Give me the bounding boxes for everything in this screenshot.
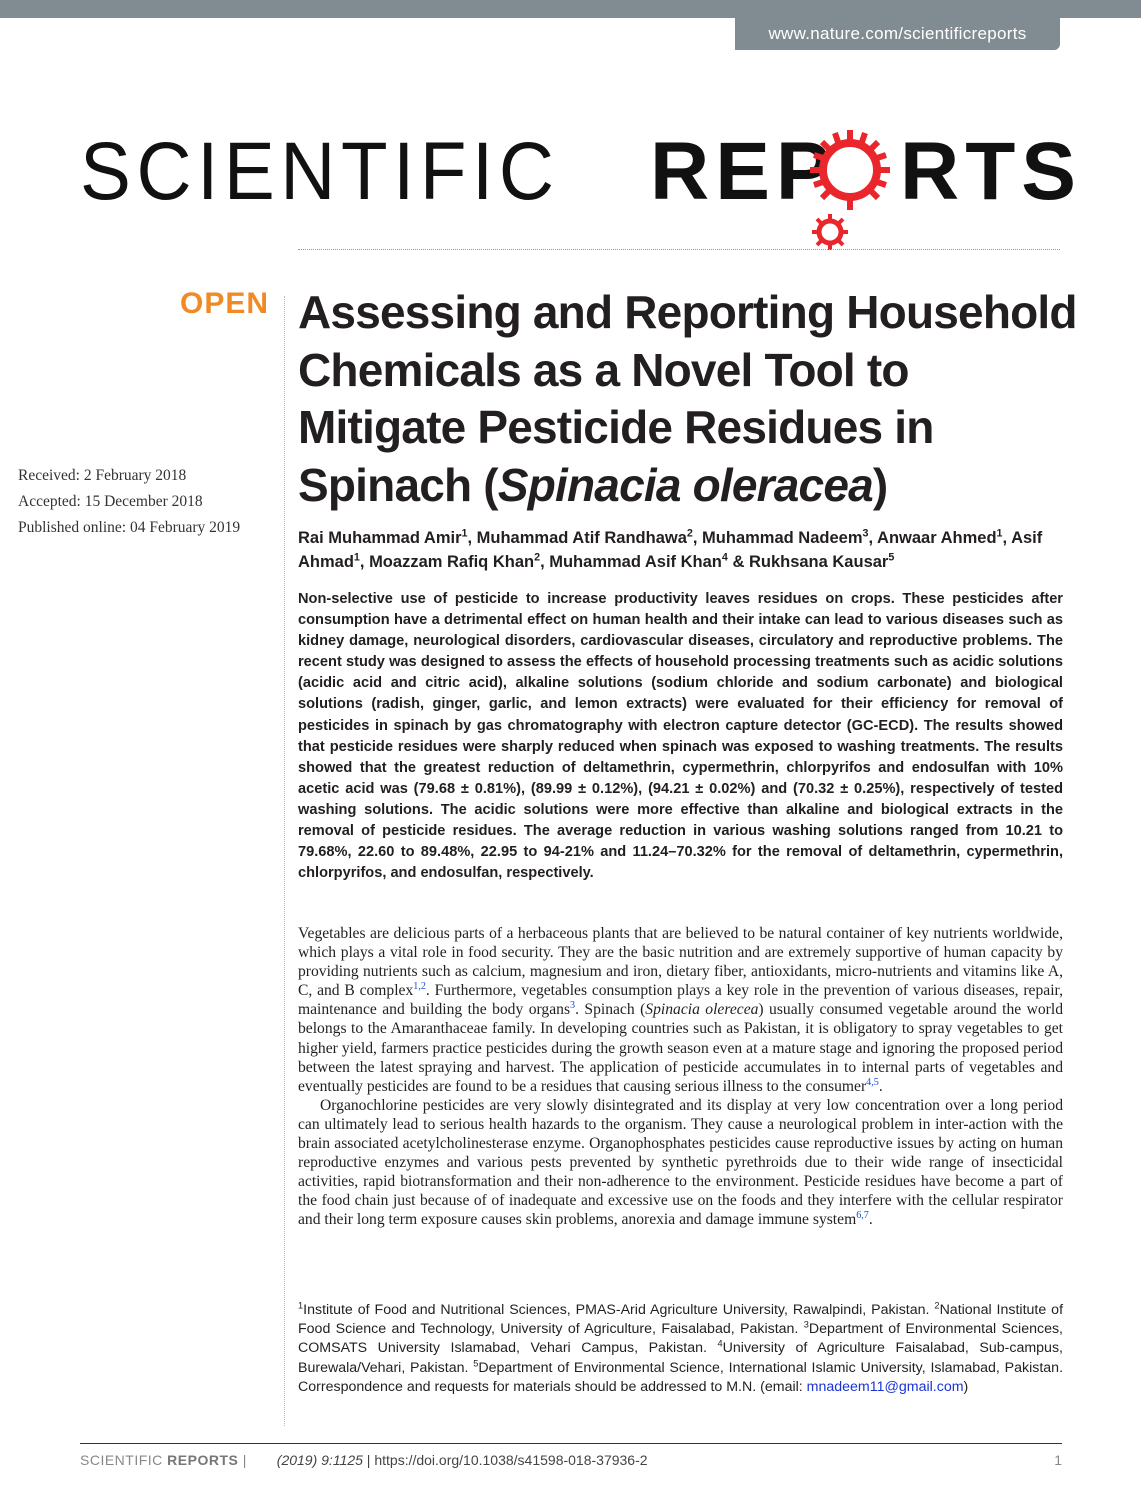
email-link[interactable]: mnadeem11@gmail.com [806,1378,964,1395]
article-dates [18,463,240,541]
body-paragraph: Organochlorine pesticides are very slowly disintegrated and its display at very low concentration over a long period can ultimately lead to serious health hazards to the organism. They cause a neurological problem in inter-action with the brain associated acetylcholinesterase enzyme. Organophosphates pesticides cause reproductive issues by acting on human reproductive enzymes and various pests prevented by synthetic pyrethroids due to their wide range of insecticidal activities, rapid biotransformation and their non-adherence to the environment. Pesticide residues have become a part of the food chain just because of of inadequate and excessive use on the foods and they interfere with the cellular respirator and their long term exposure causes skin problems, anorexia and damage immune system$^{6,7}$. [298,1096,1063,1229]
open-access-badge: OPEN [180,287,270,320]
footer-citation: (2019) 9:1125 [276,1452,363,1468]
author[interactable]: Muhammad Asif Khan$^4$ [549,551,728,571]
author[interactable]: Muhammad Nadeem$^3$ [702,527,869,547]
citation-link[interactable]: 1,2 [413,981,426,993]
title-text: Assessing and Reporting Household Chemicals as a Novel Tool to Mitigate Pesticide Residues in Spinach ( [298,286,1077,511]
footer-journal: SCIENTIFIC REPORTS | [80,1452,247,1468]
received-date: Received: 2 February 2018 [18,467,187,484]
author-list: Rai Muhammad Amir$^1$, Muhammad Atif Randhawa$^2$, Muhammad Nadeem$^3$, Anwaar Ahmed$^1$, Asif Ahmad$^1$, Moazzam Rafiq Khan$^2$, Muhammad Asif Khan$^4$ & Rukhsana Kausar$^5$ [298,527,1043,571]
page-footer [80,1451,1062,1469]
title-species: Spinacia oleracea [497,458,873,511]
citation-link[interactable]: 3 [570,1000,576,1012]
journal-url-link[interactable]: www.nature.com/scientificreports [735,18,1060,50]
journal-logo [80,122,1082,222]
logo-text-scientific: SCIENTIFIC [80,126,560,217]
author[interactable]: Anwaar Ahmed$^1$ [877,527,1003,547]
accepted-date: Accepted: 15 December 2018 [18,493,203,510]
logo-text-rep: REP [650,126,837,217]
title-end: ) [872,458,888,511]
article-title [298,284,1078,514]
article-body [298,924,1063,1230]
abstract: Non-selective use of pesticide to increase productivity leaves residues on crops. These pesticides after consumption have a detrimental effect on human health and their intake can lead to various diseases such as kidney damage, neurological disorders, cardiovascular diseases, circulatory and reproductive problems. The recent study was designed to assess the effects of household processing treatments such as acidic solutions (acidic acid and citric acid), alkaline solutions (sodium chloride and sodium carbonate) and biological solutions (radish, ginger, garlic, and lemon extracts) were evaluated for their efficiency for removal of pesticides in spinach by gas chromatography with electron capture detector (GC-ECD). The results showed that pesticide residues were sharply reduced when spinach was exposed to washing treatments. The results showed that the greatest reduction of deltamethrin, cypermethrin, chlorpyrifos and endosulfan with 10% acetic acid was (79.68 ± 0.81%), (89.99 ± 0.12%), (94.21 ± 0.02%) and (70.32 ± 0.25%), respectively of tested washing solutions. The acidic solutions were more effective than alkaline and biological extracts in the removal of pesticide residues. The average reduction in various washing solutions ranged from 10.21 to 79.68%, 22.60 to 89.48%, 22.95 to 94-21% and 11.24–70.32% for the removal of deltamethrin, cypermethrin, chlorpyrifos, and endosulfan, respectively. [298,591,1063,882]
gear-logo-icon [800,122,900,257]
header-divider [298,249,1060,250]
top-bar [0,0,1141,18]
column-divider [284,296,285,1426]
published-date: Published online: 04 February 2019 [18,519,241,536]
author[interactable]: Asif Ahmad$^1$ [298,529,1043,571]
author[interactable]: Muhammad Atif Randhawa$^2$ [476,527,693,547]
page-number: 1 [1054,1452,1062,1468]
logo-text-rts: RTS [900,126,1082,217]
author[interactable]: Moazzam Rafiq Khan$^2$ [369,551,541,571]
footer-divider [80,1443,1062,1444]
body-paragraph: Vegetables are delicious parts of a herbaceous plants that are believed to be natural container of key nutrients worldwide, which plays a vital role in food security. They are the basic nutrition and are extremely supportive of human capacity by providing nutrients such as calcium, magnesium and iron, dietary fiber, antioxidants, micro-nutrients and vitamins like A, C, and B complex$^{1,2}$. Furthermore, vegetables consumption plays a key role in the prevention of various diseases, repair, maintenance and building the body organs$^3$. Spinach (Spinacia olerecea) usually consumed vegetable around the world belongs to the Amaranthaceae family. In developing countries such as Pakistan, it is obligatory to spray vegetables to get higher yield, farmers practice pesticides during the growth season even at a mature stage and ignoring the proposed period between the latest spraying and harvest. The application of pesticide accumulates in to internal parts of vegetables and eventually pesticides are found to be a residues that causing serious illness to the consumer$^{4,5}$. [298,925,1063,1095]
doi-link[interactable]: | https://doi.org/10.1038/s41598-018-37936-2 [362,1452,648,1468]
author[interactable]: Rai Muhammad Amir$^1$ [298,527,468,547]
author[interactable]: Rukhsana Kausar$^5$ [748,551,895,571]
citation-link[interactable]: 4,5 [866,1076,879,1088]
affiliations: $^1$Institute of Food and Nutritional Sciences, PMAS-Arid Agriculture University, Rawalpindi, Pakistan. $^2$National Institute of Food Science and Technology, University of Agriculture, Faisalabad, Pakistan. $^3$Department of Environmental Sciences, COMSATS University Islamabad, Vehari Campus, Pakistan. $^4$University of Agriculture Faisalabad, Sub-campus, Burewala/Vehari, Pakistan. $^5$Department of Environmental Science, International Islamic University, Islamabad, Pakistan. Correspondence and requests for materials should be addressed to M.N. (email: mnadeem11@gmail.com) [298,1300,1064,1395]
citation-link[interactable]: 6,7 [856,1210,869,1222]
